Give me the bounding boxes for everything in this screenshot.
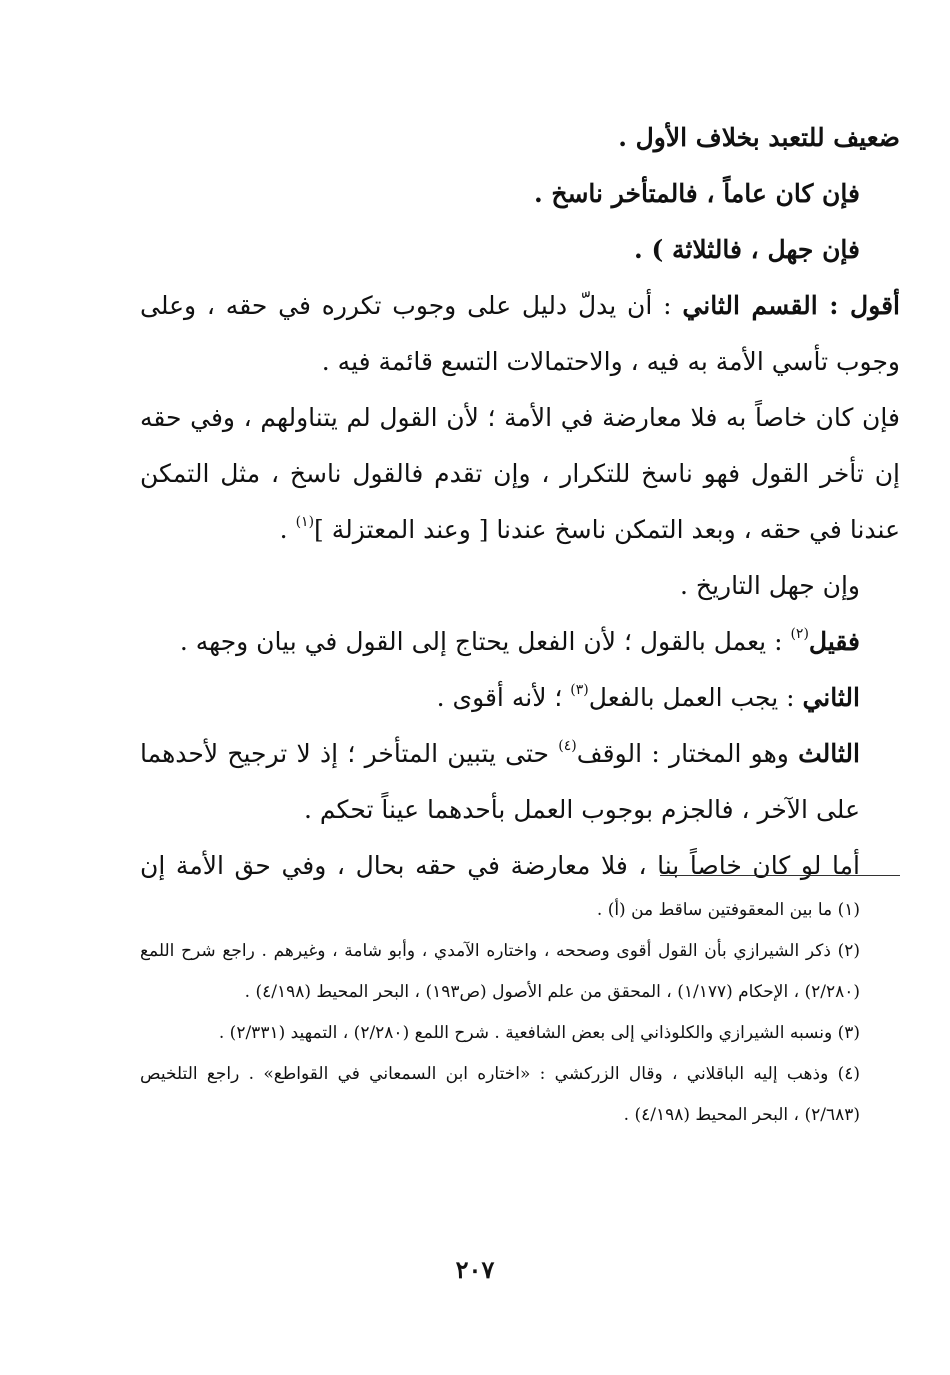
- paragraph-text: : يعمل بالقول ؛ لأن الفعل يحتاج إلى القول في بيان وجهه .: [179, 627, 791, 656]
- footnote-ref-1: (١): [295, 514, 315, 530]
- paragraph-qil: [140, 614, 900, 670]
- paragraph-aqul: [140, 278, 900, 390]
- paragraph-amma: أما لو كان خاصاً بنا ، فلا معارضة في حقه بحال ، وفي حق الأمة إن: [140, 851, 860, 880]
- line-2: فإن كان عاماً ، فالمتأخر ناسخ .: [533, 179, 860, 208]
- footnote-1: (١) ما بين المعقوفتين ساقط من (أ) .: [596, 900, 860, 920]
- paragraph-label: أقول : القسم الثاني: [682, 291, 901, 320]
- footnote-2: (٢) ذكر الشيرازي بأن القول أقوى وصححه ، واختاره الآمدي ، وأبو شامة ، وغيرهم . راجع شرح اللمع (٢/٢٨٠) ، الإحكام (١/١٧٧) ، المحقق من علم الأصول (ص١٩٣) ، البحر المحيط (٤/١٩٨) .: [140, 941, 860, 1002]
- paragraph-thalith: [140, 726, 900, 838]
- paragraph-khass: [140, 390, 900, 558]
- paragraph-text: : يجب العمل بالفعل: [588, 683, 803, 712]
- footnote-ref-4: (٤): [558, 738, 577, 754]
- line-3: فإن جهل ، فالثلاثة ) .: [634, 235, 860, 264]
- footnote-ref-3: (٣): [570, 682, 589, 698]
- paragraph-end: حتى يتبين المتأخر ؛ إذ لا ترجيح لأحدهما على الآخر ، فالجزم بوجوب العمل بأحدهما عيناً تحكم .: [140, 739, 860, 824]
- footnote-3: (٣) ونسبه الشيرازي والكلوذاني إلى بعض الشافعية . شرح اللمع (٢/٢٨٠) ، التمهيد (٢/٣٣١) .: [218, 1023, 860, 1043]
- page-number: ٢٠٧: [455, 1255, 495, 1284]
- paragraph-text: وهو المختار : الوقف: [576, 739, 799, 768]
- paragraph-label: الثالث: [798, 739, 860, 768]
- main-text: [140, 110, 900, 894]
- paragraph-text: : أن يدلّ دليل على وجوب تكرره في حقه ، وعلى وجوب تأسي الأمة به فيه ، والاحتمالات التسع قائمة فيه .: [140, 291, 900, 376]
- footnote-4: (٤) وذهب إليه الباقلاني ، وقال الزركشي : «اختاره ابن السمعاني في القواطع» . راجع التلخيص (٢/٦٨٣) ، البحر المحيط (٤/١٩٨) .: [140, 1064, 860, 1125]
- footnotes: [140, 890, 900, 1136]
- paragraph-thani: [140, 670, 900, 726]
- paragraph-label: الثاني: [802, 683, 860, 712]
- paragraph-end: .: [279, 515, 296, 544]
- paragraph-tarikh: وإن جهل التاريخ .: [680, 571, 860, 600]
- paragraph-text: فإن كان خاصاً به فلا معارضة في الأمة ؛ لأن القول لم يتناولهم ، وفي حقه إن تأخر القول فهو ناسخ للتكرار ، وإن تقدم فالقول ناسخ ، مثل التمكن عندنا في حقه ، وبعد التمكن ناسخ عندنا [ وعند المعتزلة ]: [140, 403, 900, 544]
- page-body: [140, 110, 900, 894]
- footnote-ref-2: (٢): [790, 626, 809, 642]
- paragraph-label: فقيل: [808, 627, 860, 656]
- line-1: ضعيف للتعبد بخلاف الأول .: [618, 123, 900, 152]
- paragraph-end: ؛ لأنه أقوى .: [436, 683, 571, 712]
- footnote-separator: [660, 875, 900, 876]
